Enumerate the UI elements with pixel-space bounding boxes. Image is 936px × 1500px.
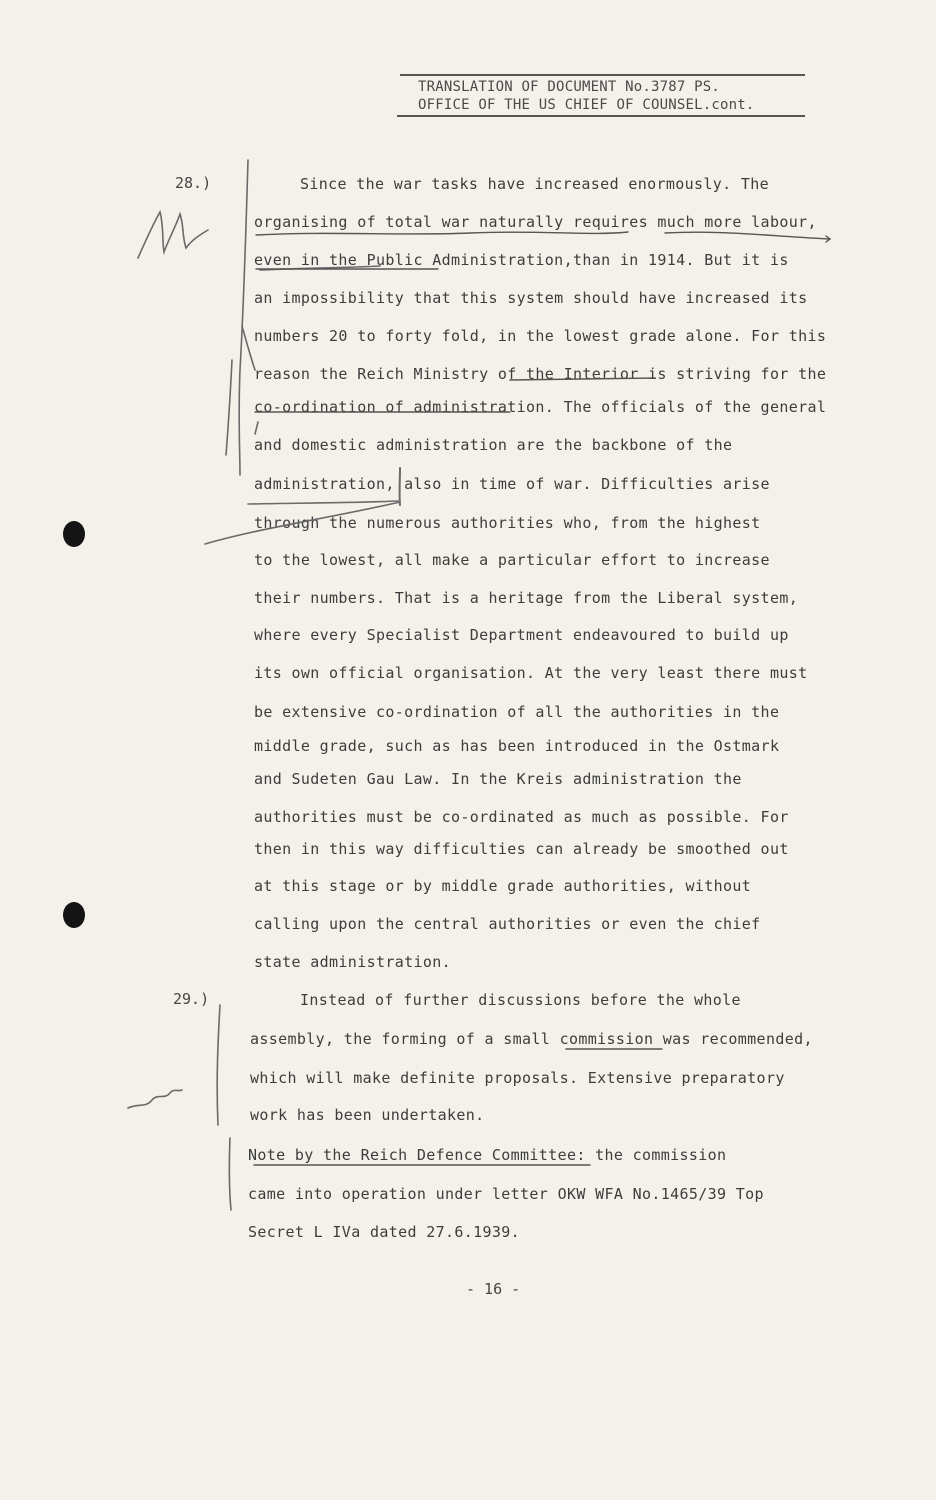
text-line: which will make definite proposals. Extensive preparatory xyxy=(250,1069,785,1087)
text-line: even in the Public Administration,than in 1914. But it is xyxy=(254,251,789,269)
text-line: authorities must be co-ordinated as much as possible. For xyxy=(254,808,789,826)
header-office-line: OFFICE OF THE US CHIEF OF COUNSEL.cont. xyxy=(418,97,755,113)
text-line: administration, also in time of war. Difficulties arise xyxy=(254,475,770,493)
text-line: be extensive co-ordination of all the authorities in the xyxy=(254,703,780,721)
text-line: an impossibility that this system should have increased its xyxy=(254,289,808,307)
text-line: state administration. xyxy=(254,953,451,971)
header-translation-line: TRANSLATION OF DOCUMENT No.3787 PS. xyxy=(418,79,721,95)
text-line: through the numerous authorities who, from the highest xyxy=(254,514,761,532)
text-line: their numbers. That is a heritage from the Liberal system, xyxy=(254,589,799,607)
text-line: and Sudeten Gau Law. In the Kreis administration the xyxy=(254,770,742,788)
text-line: work has been undertaken. xyxy=(250,1106,485,1124)
note-line: Secret L IVa dated 27.6.1939. xyxy=(248,1223,521,1241)
text-line: assembly, the forming of a small commission was recommended, xyxy=(250,1030,813,1048)
text-line: numbers 20 to forty fold, in the lowest grade alone. For this xyxy=(254,327,827,345)
text-line: where every Specialist Department endeavoured to build up xyxy=(254,626,789,644)
text-line: Since the war tasks have increased enormously. The xyxy=(300,175,770,193)
header-rule-top xyxy=(400,74,805,76)
text-line: organising of total war naturally requires much more labour, xyxy=(254,213,817,231)
paragraph-number-29: 29.) xyxy=(173,990,210,1008)
pencil-marginal-marks xyxy=(128,160,400,1210)
text-line: reason the Reich Ministry of the Interior is striving for the xyxy=(254,365,827,383)
punch-hole-upper xyxy=(63,521,85,547)
text-line: its own official organisation. At the very least there must xyxy=(254,664,808,682)
note-line: Note by the Reich Defence Committee: the commission xyxy=(248,1146,727,1164)
text-line: to the lowest, all make a particular effort to increase xyxy=(254,551,770,569)
text-line: middle grade, such as has been introduced in the Ostmark xyxy=(254,737,780,755)
page-number: - 16 - xyxy=(466,1280,521,1298)
paragraph-number-28: 28.) xyxy=(175,174,212,192)
text-line: and domestic administration are the backbone of the xyxy=(254,436,733,454)
text-line: calling upon the central authorities or even the chief xyxy=(254,915,761,933)
text-line: then in this way difficulties can already be smoothed out xyxy=(254,840,789,858)
text-line: Instead of further discussions before the whole xyxy=(300,991,741,1009)
header-rule-bottom xyxy=(397,115,805,117)
note-line: came into operation under letter OKW WFA No.1465/39 Top xyxy=(248,1185,764,1203)
text-line: co-ordination of administration. The officials of the general xyxy=(254,398,827,416)
text-line: at this stage or by middle grade authorities, without xyxy=(254,877,752,895)
punch-hole-lower xyxy=(63,902,85,928)
